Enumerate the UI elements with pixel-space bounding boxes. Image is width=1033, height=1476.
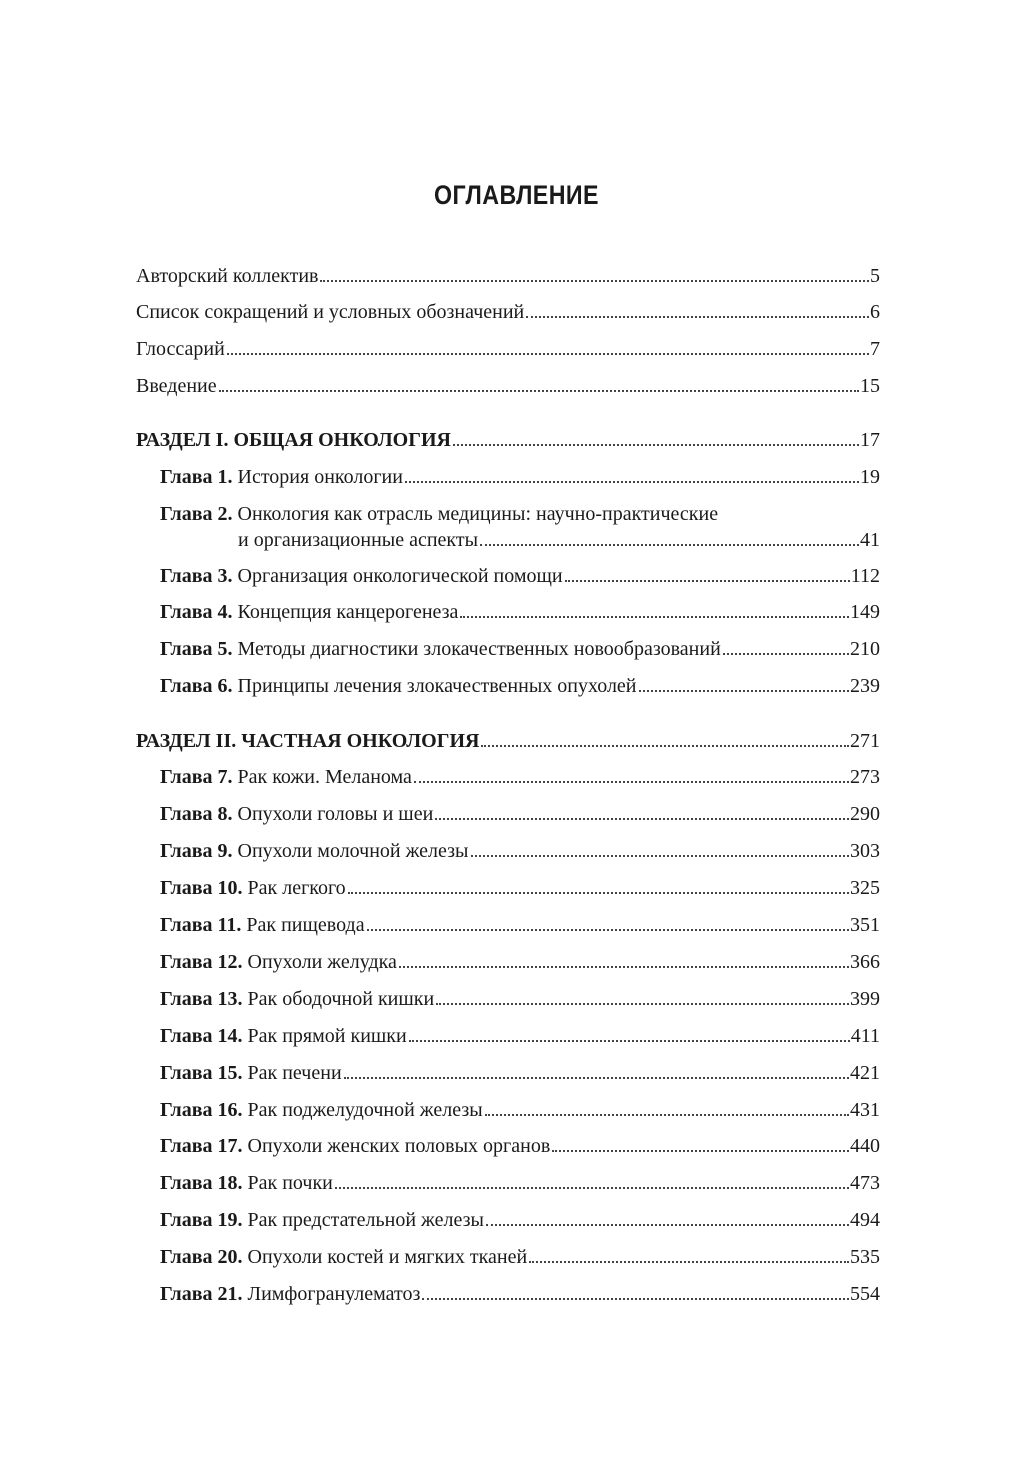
- toc-chapter-7[interactable]: [160, 765, 880, 789]
- chapter-title: Рак прямой кишки: [247, 1025, 407, 1047]
- chapter-prefix: Глава 2.: [160, 503, 233, 525]
- dot-leader: [529, 1261, 849, 1263]
- chapter-title: Организация онкологической помощи: [237, 565, 563, 587]
- chapter-title: Рак легкого: [247, 877, 346, 899]
- toc-entry-abbreviations[interactable]: [136, 300, 880, 324]
- toc-section-title: РАЗДЕЛ I. ОБЩАЯ ОНКОЛОГИЯ: [136, 429, 451, 451]
- toc-page-number: 421: [850, 1062, 880, 1084]
- chapter-title: Опухоли женских половых органов: [247, 1135, 551, 1157]
- chapter-prefix: Глава 17.: [160, 1135, 243, 1157]
- chapter-title-continuation: и организационные аспекты: [238, 529, 479, 551]
- dot-leader: [565, 580, 850, 582]
- chapter-prefix: Глава 3.: [160, 565, 233, 587]
- toc-chapter-15[interactable]: [160, 1061, 880, 1085]
- dot-leader: [552, 1150, 849, 1152]
- toc-page-number: 303: [850, 840, 880, 862]
- chapter-prefix: Глава 1.: [160, 466, 233, 488]
- chapter-title: Опухоли костей и мягких тканей: [247, 1246, 528, 1268]
- chapter-prefix: Глава 9.: [160, 840, 233, 862]
- toc-section-1[interactable]: [136, 428, 880, 452]
- toc-chapter-14[interactable]: [160, 1024, 880, 1048]
- dot-leader: [460, 616, 849, 618]
- chapter-title: Рак поджелудочной железы: [247, 1099, 483, 1121]
- toc-chapter-18[interactable]: [160, 1171, 880, 1195]
- chapter-prefix: Глава 4.: [160, 601, 233, 623]
- toc-chapter-21[interactable]: [160, 1282, 880, 1306]
- toc-chapter-4[interactable]: [160, 600, 880, 624]
- toc-page-number: 290: [850, 803, 880, 825]
- toc-chapter-10[interactable]: [160, 876, 880, 900]
- chapter-prefix: Глава 6.: [160, 675, 233, 697]
- dot-leader: [405, 481, 859, 483]
- dot-leader: [367, 929, 849, 931]
- toc-entry-authors[interactable]: [136, 264, 880, 288]
- toc-section-title: РАЗДЕЛ II. ЧАСТНАЯ ОНКОЛОГИЯ: [136, 730, 480, 752]
- toc-page-number: 239: [850, 675, 880, 697]
- toc-page-number: 431: [850, 1099, 880, 1121]
- chapter-prefix: Глава 20.: [160, 1246, 243, 1268]
- chapter-title: Опухоли желудка: [247, 951, 397, 973]
- toc-page-number: 210: [850, 638, 880, 660]
- toc-page-number: 366: [850, 951, 880, 973]
- dot-leader: [219, 390, 859, 392]
- toc-chapter-5[interactable]: [160, 637, 880, 661]
- toc-page-number: 17: [860, 429, 880, 451]
- toc-page-number: 41: [860, 529, 880, 551]
- dot-leader: [480, 544, 859, 546]
- chapter-prefix: Глава 5.: [160, 638, 233, 660]
- dot-leader: [344, 1077, 849, 1079]
- chapter-prefix: Глава 19.: [160, 1209, 243, 1231]
- chapter-prefix: Глава 13.: [160, 988, 243, 1010]
- toc-chapter-12[interactable]: [160, 950, 880, 974]
- toc-entry-title: Введение: [136, 375, 217, 397]
- chapter-prefix: Глава 7.: [160, 766, 233, 788]
- toc-page-number: 273: [850, 766, 880, 788]
- toc-page-number: 112: [850, 565, 880, 587]
- chapter-prefix: Глава 14.: [160, 1025, 243, 1047]
- chapter-title: Рак печени: [247, 1062, 342, 1084]
- chapter-prefix: Глава 11.: [160, 914, 242, 936]
- toc-page-number: 325: [850, 877, 880, 899]
- chapter-title: Рак предстательной железы: [247, 1209, 484, 1231]
- toc-page-number: 440: [850, 1135, 880, 1157]
- toc-page-number: 399: [850, 988, 880, 1010]
- chapter-title: Рак кожи. Меланома: [237, 766, 412, 788]
- toc-chapter-6[interactable]: [160, 674, 880, 698]
- dot-leader: [436, 1003, 849, 1005]
- page-title: ОГЛАВЛЕНИЕ: [434, 180, 599, 210]
- toc-entry-title: Авторский коллектив: [136, 265, 319, 287]
- toc-chapter-3[interactable]: [160, 564, 880, 588]
- toc-chapter-8[interactable]: [160, 802, 880, 826]
- toc-entry-glossary[interactable]: [136, 337, 880, 361]
- dot-leader: [639, 690, 849, 692]
- dot-leader: [348, 892, 849, 894]
- dot-leader: [409, 1040, 850, 1042]
- toc-page-number: 7: [870, 338, 880, 360]
- dot-leader: [320, 280, 869, 282]
- chapter-title: Рак почки: [247, 1172, 333, 1194]
- dot-leader: [227, 353, 869, 355]
- toc-chapter-20[interactable]: [160, 1245, 880, 1269]
- chapter-title: Лимфогранулематоз: [247, 1283, 421, 1305]
- toc-page-number: 5: [870, 265, 880, 287]
- chapter-prefix: Глава 12.: [160, 951, 243, 973]
- toc-chapter-19[interactable]: [160, 1208, 880, 1232]
- chapter-title: Опухоли головы и шеи: [237, 803, 434, 825]
- chapter-title: Принципы лечения злокачественных опухолей: [237, 675, 637, 697]
- chapter-title: История онкологии: [237, 466, 403, 488]
- chapter-prefix: Глава 18.: [160, 1172, 243, 1194]
- dot-leader: [399, 966, 849, 968]
- toc-entry-title: Глоссарий: [136, 338, 225, 360]
- toc-chapter-16[interactable]: [160, 1098, 880, 1122]
- toc-chapter-2[interactable]: [160, 502, 880, 526]
- toc-chapter-9[interactable]: [160, 839, 880, 863]
- toc-page-number: 473: [850, 1172, 880, 1194]
- toc-page-number: 535: [850, 1246, 880, 1268]
- chapter-prefix: Глава 21.: [160, 1283, 243, 1305]
- dot-leader: [471, 855, 850, 857]
- chapter-title: Онкология как отрасль медицины: научно-практические: [237, 503, 719, 525]
- dot-leader: [481, 745, 849, 747]
- toc-page-number: 554: [850, 1283, 880, 1305]
- dot-leader: [414, 781, 849, 783]
- dot-leader: [723, 653, 849, 655]
- dot-leader: [335, 1187, 849, 1189]
- toc-page-number: 19: [860, 466, 880, 488]
- dot-leader: [486, 1224, 849, 1226]
- chapter-prefix: Глава 10.: [160, 877, 243, 899]
- toc-chapter-11[interactable]: [160, 913, 880, 937]
- chapter-title: Концепция канцерогенеза: [237, 601, 459, 623]
- toc-page-number: 6: [870, 301, 880, 323]
- dot-leader: [422, 1298, 849, 1300]
- chapter-prefix: Глава 16.: [160, 1099, 243, 1121]
- dot-leader: [485, 1114, 849, 1116]
- toc-section-2[interactable]: [136, 729, 880, 753]
- toc-chapter-2-continuation[interactable]: [238, 528, 880, 552]
- toc-page-number: 494: [850, 1209, 880, 1231]
- dot-leader: [526, 316, 869, 318]
- toc-entry-introduction[interactable]: [136, 374, 880, 398]
- chapter-title: Методы диагностики злокачественных новообразований: [237, 638, 721, 660]
- toc-page-number: 271: [850, 730, 880, 752]
- toc-entry-title: Список сокращений и условных обозначений: [136, 301, 525, 323]
- toc-page-number: 15: [860, 375, 880, 397]
- toc-chapter-17[interactable]: [160, 1134, 880, 1158]
- toc-chapter-1[interactable]: [160, 465, 880, 489]
- dot-leader: [453, 444, 859, 446]
- toc-page-number: 411: [850, 1025, 880, 1047]
- toc-page-number: 149: [850, 601, 880, 623]
- dot-leader: [435, 818, 849, 820]
- toc-chapter-13[interactable]: [160, 987, 880, 1011]
- chapter-prefix: Глава 15.: [160, 1062, 243, 1084]
- chapter-title: Рак пищевода: [246, 914, 365, 936]
- toc-page-number: 351: [850, 914, 880, 936]
- chapter-title: Рак ободочной кишки: [247, 988, 435, 1010]
- chapter-title: Опухоли молочной железы: [237, 840, 469, 862]
- chapter-prefix: Глава 8.: [160, 803, 233, 825]
